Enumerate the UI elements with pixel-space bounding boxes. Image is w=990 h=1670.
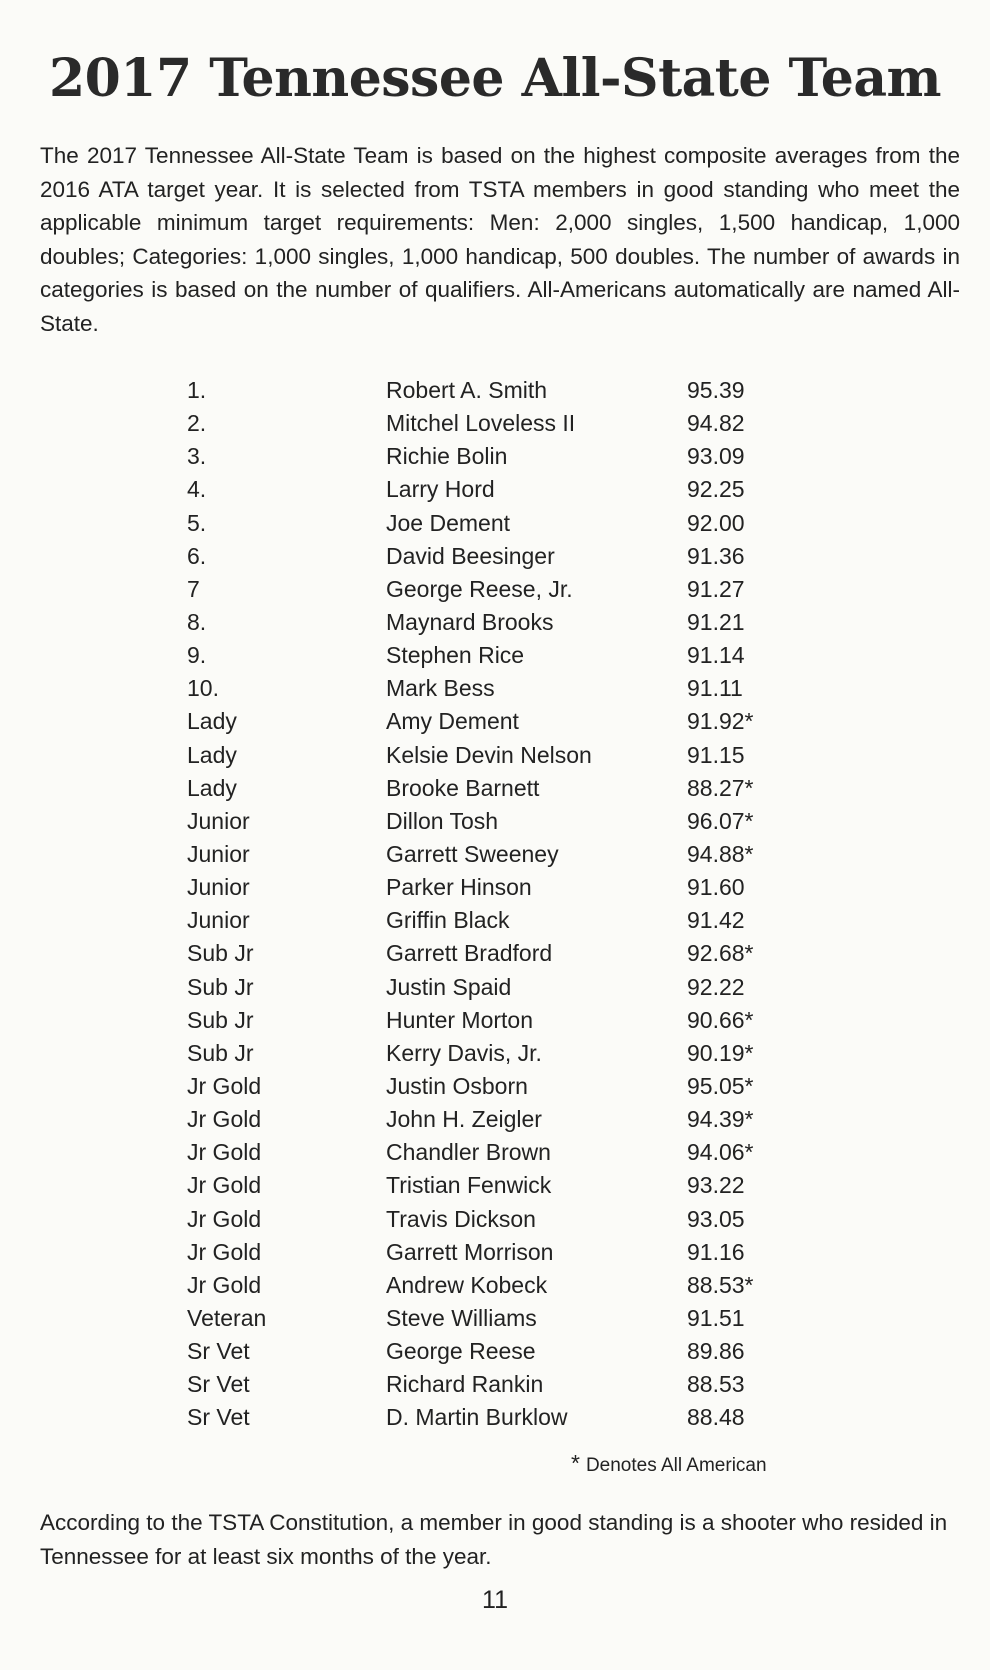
roster-rank: 8. (187, 608, 207, 635)
roster-average: 91.11 (687, 675, 743, 702)
roster-average: 91.15 (687, 741, 745, 768)
roster-row (0, 1103, 990, 1136)
roster-average: 91.60 (687, 874, 745, 901)
roster-rank: 5. (187, 509, 207, 536)
roster-name: Garrett Sweeney (386, 840, 559, 867)
roster-average: 95.05* (687, 1072, 754, 1099)
roster-name: Mark Bess (386, 675, 495, 702)
roster-average: 91.51 (687, 1304, 745, 1331)
roster-average: 91.36 (687, 542, 745, 569)
roster-row (0, 772, 990, 805)
roster-name: Maynard Brooks (386, 608, 554, 635)
roster-average: 88.27* (687, 774, 754, 801)
roster-name: Steve Williams (386, 1304, 537, 1331)
roster-row (0, 705, 990, 738)
roster-name: David Beesinger (386, 542, 555, 569)
roster-average: 93.22 (687, 1172, 745, 1199)
roster-row (0, 1037, 990, 1070)
roster-name: Chandler Brown (386, 1139, 551, 1166)
roster-rank: Jr Gold (187, 1172, 262, 1199)
roster-row (0, 937, 990, 970)
roster-row (0, 1368, 990, 1401)
footnote-text: Denotes All American (585, 1455, 767, 1476)
roster-average: 88.53* (687, 1271, 754, 1298)
roster-row (0, 1169, 990, 1202)
roster-name: Parker Hinson (386, 874, 532, 901)
roster-row (0, 639, 990, 672)
footnote (571, 1450, 767, 1477)
intro-paragraph: The 2017 Tennessee All-State Team is based on the highest composite averages from the 2016 ATA target year. It is selected from TSTA members in good standing who meet the applicable minimum target requirements: Men: 2,000 singles, 1,500 handicap, 1,000 doubles; Categories: 1,000 singles, 1,000 handicap, 500 doubles. The number of awards in categories is based on the number of qualifiers. All-Americans automatically are named All-State. (40, 143, 960, 336)
roster-row (0, 1302, 990, 1335)
roster-average: 88.53 (687, 1371, 745, 1398)
roster-row (0, 1004, 990, 1037)
roster-rank: Junior (187, 874, 250, 901)
roster-row (0, 1203, 990, 1236)
roster-name: Andrew Kobeck (386, 1271, 548, 1298)
roster-name: Hunter Morton (386, 1006, 534, 1033)
roster-rank: Jr Gold (187, 1072, 262, 1099)
roster-average: 90.19* (687, 1039, 754, 1066)
roster-average: 91.21 (687, 608, 745, 635)
roster-name: Brooke Barnett (386, 774, 540, 801)
roster-row (0, 1136, 990, 1169)
roster-rank: 2. (187, 410, 207, 437)
roster-name: Richie Bolin (386, 443, 508, 470)
roster-rank: Veteran (187, 1304, 267, 1331)
footnote-symbol: * (571, 1450, 580, 1476)
roster-name: Dillon Tosh (386, 807, 499, 834)
roster-row (0, 971, 990, 1004)
roster-rank: Jr Gold (187, 1271, 262, 1298)
roster-average: 91.92* (687, 708, 754, 735)
roster-name: Joe Dement (386, 509, 511, 536)
roster-rank: Sr Vet (187, 1338, 250, 1365)
roster-average: 92.68* (687, 940, 754, 967)
roster-name: Kerry Davis, Jr. (386, 1039, 542, 1066)
roster-name: Larry Hord (386, 476, 495, 503)
roster-row (0, 805, 990, 838)
roster-name: Robert A. Smith (386, 377, 548, 403)
roster-name: Tristian Fenwick (386, 1172, 552, 1199)
roster-rank: Sub Jr (187, 973, 254, 1000)
roster-row (0, 1335, 990, 1368)
roster-average: 92.22 (687, 973, 745, 1000)
page-title: 2017 Tennessee All-State Team (48, 48, 942, 109)
roster-name: Griffin Black (386, 907, 510, 934)
roster-average: 94.88* (687, 840, 754, 867)
roster-row (0, 407, 990, 440)
roster-rank: Junior (187, 840, 250, 867)
roster-rank: 6. (187, 542, 207, 569)
roster-row (0, 507, 990, 540)
roster-name: Travis Dickson (386, 1205, 536, 1232)
roster-name: Justin Spaid (386, 973, 512, 1000)
roster-name: John H. Zeigler (386, 1106, 542, 1133)
roster-row (0, 871, 990, 904)
roster-rank: Jr Gold (187, 1205, 262, 1232)
roster-average: 89.86 (687, 1338, 745, 1365)
roster-rank: Lady (187, 741, 237, 768)
roster-name: Kelsie Devin Nelson (386, 741, 592, 768)
roster-average: 91.27 (687, 575, 745, 602)
roster-rank: Jr Gold (187, 1106, 262, 1133)
roster-name: George Reese (386, 1338, 536, 1365)
all-state-roster (0, 374, 990, 1435)
roster-rank: Junior (187, 907, 250, 934)
roster-row (0, 1401, 990, 1434)
roster-name: D. Martin Burklow (386, 1404, 568, 1431)
closing-paragraph: According to the TSTA Constitution, a member in good standing is a shooter who resided in Tennessee for at least six months of the year. (40, 1510, 948, 1569)
roster-rank: Sub Jr (187, 1006, 254, 1033)
roster-rank: Lady (187, 708, 237, 735)
roster-average: 91.14 (687, 642, 745, 669)
roster-rank: Jr Gold (187, 1139, 262, 1166)
roster-rank: Sr Vet (187, 1404, 250, 1431)
roster-name: Mitchel Loveless II (386, 410, 576, 437)
roster-average: 91.16 (687, 1238, 745, 1265)
roster-row (0, 606, 990, 639)
roster-average: 91.42 (687, 907, 745, 934)
roster-rank: Sr Vet (187, 1371, 250, 1398)
roster-average: 95.39 (687, 377, 745, 403)
roster-name: Amy Dement (386, 708, 519, 735)
roster-name: Richard Rankin (386, 1371, 544, 1398)
roster-average: 94.82 (687, 410, 745, 437)
roster-row (0, 540, 990, 573)
roster-average: 88.48 (687, 1404, 745, 1431)
roster-name: Garrett Bradford (386, 940, 553, 967)
roster-rank: 3. (187, 443, 207, 470)
roster-row (0, 1269, 990, 1302)
roster-row (0, 374, 990, 407)
roster-average: 92.25 (687, 476, 745, 503)
roster-rank: Lady (187, 774, 237, 801)
roster-name: Stephen Rice (386, 642, 525, 669)
roster-row (0, 1070, 990, 1103)
roster-row (0, 904, 990, 937)
roster-rank: 1. (187, 377, 207, 403)
roster-row (0, 1236, 990, 1269)
roster-rank: Jr Gold (187, 1238, 262, 1265)
roster-average: 96.07* (687, 807, 754, 834)
roster-rank: 9. (187, 642, 207, 669)
roster-row (0, 739, 990, 772)
roster-name: George Reese, Jr. (386, 575, 573, 602)
roster-name: Justin Osborn (386, 1072, 528, 1099)
roster-row (0, 573, 990, 606)
roster-rank: Sub Jr (187, 940, 254, 967)
roster-average: 90.66* (687, 1006, 754, 1033)
roster-average: 94.39* (687, 1106, 754, 1133)
roster-rank: Sub Jr (187, 1039, 254, 1066)
roster-name: Garrett Morrison (386, 1238, 554, 1265)
roster-row (0, 473, 990, 506)
roster-rank: 10. (187, 675, 219, 702)
page-number: 11 (482, 1586, 508, 1614)
roster-rank: 4. (187, 476, 207, 503)
roster-row (0, 672, 990, 705)
roster-average: 94.06* (687, 1139, 754, 1166)
roster-average: 92.00 (687, 509, 745, 536)
roster-row (0, 440, 990, 473)
roster-average: 93.09 (687, 443, 745, 470)
roster-average: 93.05 (687, 1205, 745, 1232)
roster-rank: Junior (187, 807, 250, 834)
roster-rank: 7 (187, 575, 200, 602)
roster-row (0, 838, 990, 871)
